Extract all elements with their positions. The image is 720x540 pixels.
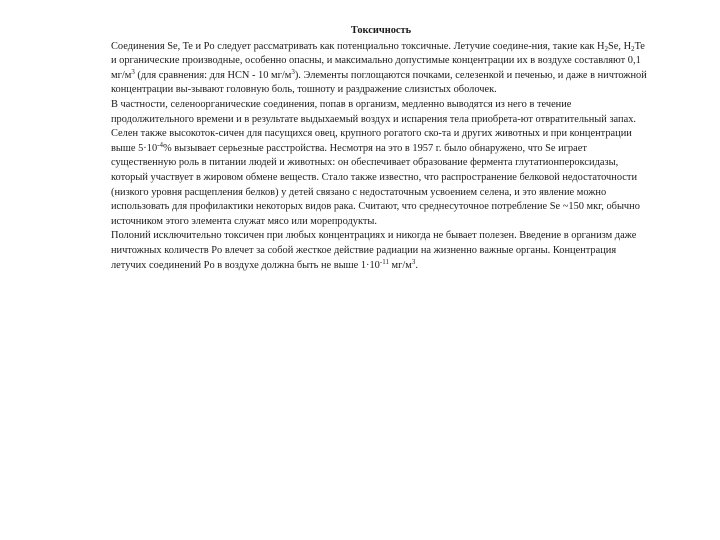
paragraph-text: Соединения Se, Te и Po следует рассматривать как потенциально токсичные. Летучие соедине-ния, такие как H (111, 40, 605, 52)
document-title: Токсичность (350, 25, 412, 36)
paragraph-text: В частности, селеноорганические соединения, попав в организм, медленно выводятся из него в течение продолжительного времени и в результате выдыхаемый воздух и испарения тела приобрета-ют отвратительный запах. Селен также высокоток-сичен для пасущихся овец, крупного рогатого ско-та и других животных и при концентрации выше 5·10 (111, 98, 636, 154)
superscript-text: -4 (157, 140, 163, 149)
superscript-text: 3 (411, 257, 416, 266)
paragraph-text: (для сравнения: для HCN - 10 мг/м (134, 69, 292, 81)
paragraph-text: % вызывает серьезные расстройства. Несмотря на это в 1957 г. было обнаружено, что Se играет существенную роль в питании людей и животных: он обеспечивает образование фермента глутатионпероксидазы, который участвует в жировом обмене веществ. Стало также известно, что распространение белковой недостаточности (низкого уровня расщепления белков) у детей связано с недостаточным усвоением селена, и это явление можно использовать для профилактики некоторых видов рака. Считают, что среднесуточное потребление Se ~150 мкг, обычно источником этого элемента служат мясо или морепродукты. (111, 142, 640, 227)
paragraph-toxicity-intro (111, 40, 651, 98)
paragraph-text: Se, H (608, 40, 632, 52)
subscript-text: 2 (604, 44, 608, 53)
superscript-text: 3 (131, 67, 135, 76)
superscript-text: 3 (291, 67, 295, 76)
paragraph-text: Te и органические производные, особенно опасны, и максимально допустимые концентрации их в воздухе составляют 0,1 мг/м (111, 40, 645, 81)
paragraph-text: мг/м (388, 259, 412, 271)
superscript-text: -11 (379, 257, 389, 266)
subscript-text: 2 (631, 44, 635, 53)
paragraph-polonium (111, 229, 651, 273)
paragraph-text: . (415, 259, 418, 271)
document-page (111, 24, 651, 273)
paragraph-selenium (111, 98, 651, 229)
paragraph-text: Полоний исключительно токсичен при любых концентрациях и никогда не бывает полезен. Введение в организм даже ничтожных количеств Po влечет за собой жесткое действие радиации на жизненно важные органы. Концентрация летучих соединений Po в воздухе должна быть не выше 1·10 (111, 230, 637, 271)
paragraph-text: ). Элементы поглощаются почками, селезенкой и печенью, и даже в ничтожной концентрации вы-зывают головную боль, тошноту и раздражение слизистых оболочек. (111, 69, 647, 96)
